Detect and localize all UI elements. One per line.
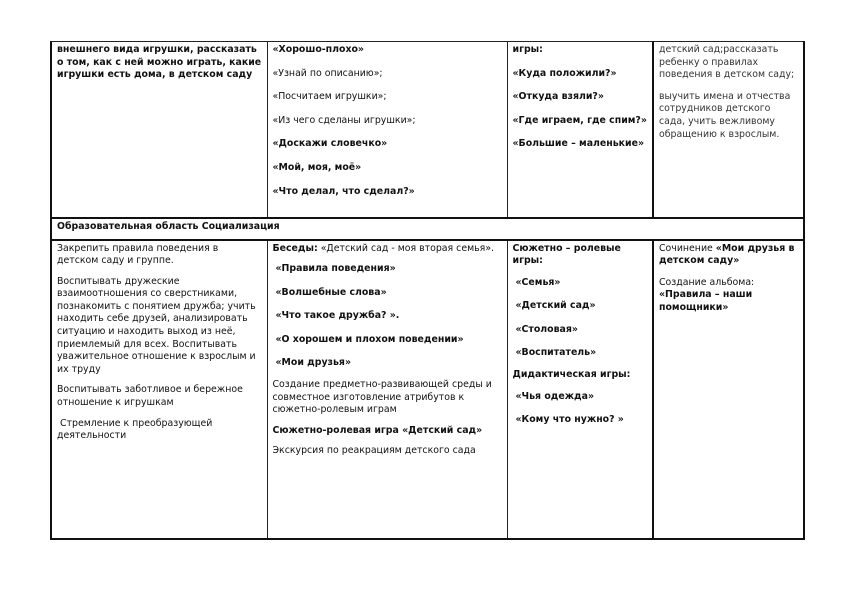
role-game-item: «Детский сад» (515, 300, 596, 312)
game-item: «Откуда взяли?» (512, 91, 604, 103)
talk-item: «Волшебные слова» (275, 286, 387, 298)
creation-text: Создание предметно-развивающей среды и совместное изготовление атрибутов к сюжетно-ролевым играм (272, 379, 492, 416)
table-row (51, 240, 804, 539)
talk-item: «Правила поведения» (275, 263, 396, 275)
role-game-label: Сюжетно-ролевая игра (272, 424, 399, 436)
role-game-item: «Столовая» (515, 323, 578, 335)
cell-activities-1 (267, 42, 507, 218)
goals-text: Стремление к преобразующей деятельности (57, 417, 216, 442)
game-item: «Из чего сделаны игрушки»; (272, 114, 416, 126)
role-game-item: «Семья» (515, 276, 561, 288)
cell-games-2 (507, 240, 653, 539)
family-text: выучить имена и отчества сотрудников детского сада, учить вежливому обращению к взрослым. (659, 90, 791, 140)
album-title: «Правила – наши помощники» (659, 289, 753, 313)
game-item: «Куда положили?» (512, 67, 617, 79)
cell-goals-1 (51, 42, 267, 218)
role-game-item: «Воспитатель» (515, 347, 597, 359)
goals-text: Воспитывать заботливое и бережное отношение к игрушкам (57, 384, 243, 409)
goals-text: Закрепить правила поведения в детском саду и группе. (57, 242, 219, 267)
game-item: «Хорошо-плохо» (272, 44, 364, 55)
cell-activities-2 (267, 240, 507, 539)
cell-goals-2 (51, 240, 267, 539)
game-item: «Доскажи словечко» (272, 138, 388, 150)
essay-prefix: Сочинение (659, 242, 716, 254)
game-item: «Мой, моя, моё» (272, 161, 362, 173)
talk-item: «Мои друзья» (275, 357, 352, 369)
goals-text: Воспитывать дружеские взаимоотношения со сверстниками, познакомить с понятием дружба; учить находить себе друзей, анализировать ситуацию и находить выход из неё, приемлемый для всех. Воспитывать уважительное отношение к взрослым и их труду (57, 275, 256, 375)
role-games-title: Сюжетно – ролевые игры: (512, 242, 621, 267)
section-row (51, 218, 804, 240)
game-item: «Узнай по описанию»; (272, 67, 383, 79)
family-text: детский сад;рассказать ребенку о правилах поведения в детском саду; (659, 44, 795, 81)
cell-family-2 (653, 240, 804, 539)
game-item: «Что делал, что сделал?» (272, 185, 415, 197)
didactic-game-item: «Чья одежда» (515, 390, 594, 402)
games-title: игры: (512, 44, 543, 55)
didactic-game-item: «Кому что нужно? » (515, 414, 624, 426)
cell-family-1 (653, 42, 804, 218)
essay-text (659, 243, 798, 268)
game-item: «Где играем, где спим?» (512, 114, 647, 126)
talk-item: «О хорошем и плохом поведении» (275, 333, 464, 345)
cell-games-1 (507, 42, 653, 218)
talks-label: Беседы: (272, 242, 318, 254)
game-item: «Большие – маленькие» (512, 138, 645, 150)
talks-heading (273, 243, 502, 256)
talk-item: «Что такое дружба? ». (275, 310, 400, 322)
talks-topic: «Детский сад - моя вторая семья». (317, 242, 495, 254)
album-prefix: Создание альбома: (659, 276, 755, 288)
essay-title: «Мои друзья в детском саду» (659, 242, 795, 267)
excursion-text: Экскурсия по реакрациям детского сада (272, 445, 476, 457)
didactic-games-title: Дидактическая игры: (512, 369, 631, 381)
game-item: «Посчитаем игрушки»; (272, 91, 387, 103)
section-title: Образовательная область Социализация (51, 218, 804, 240)
goals-text: внешнего вида игрушки, рассказать о том, как с ней можно играть, какие игрушки есть дома, в детском саду (57, 44, 262, 81)
role-game-title: «Детский сад» (398, 424, 483, 436)
role-game-text (273, 425, 502, 438)
album-text (659, 277, 798, 315)
lesson-plan-table (50, 41, 805, 540)
table-row (51, 42, 804, 218)
